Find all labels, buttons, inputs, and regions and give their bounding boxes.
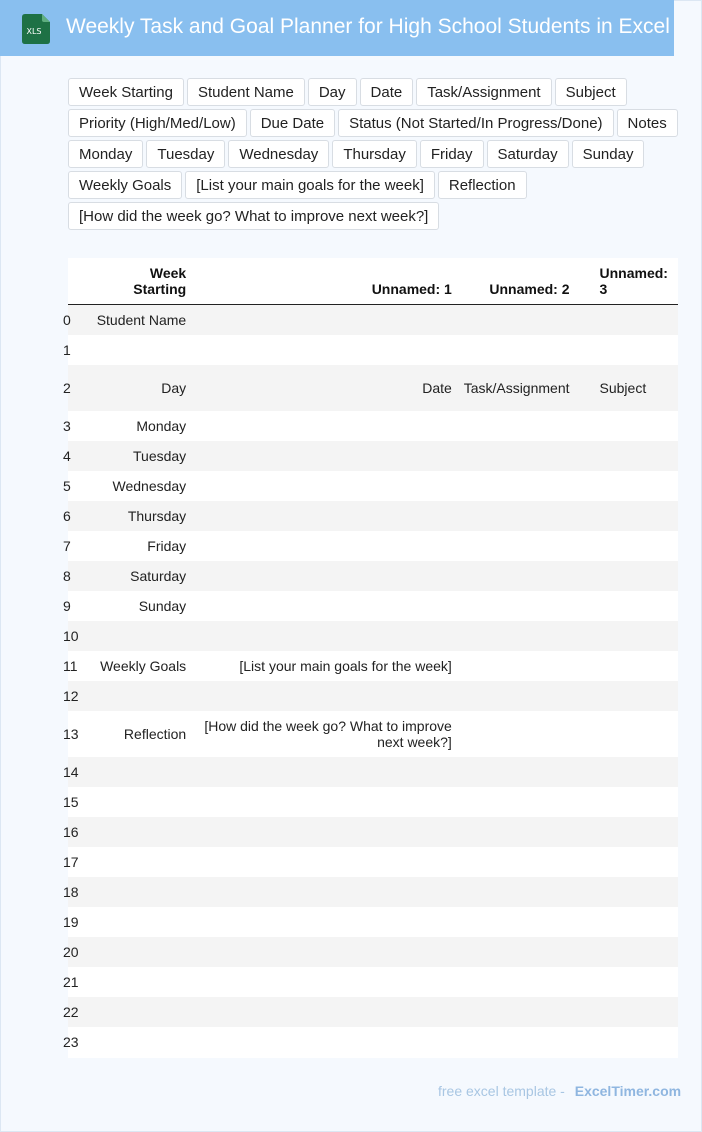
table-row (68, 441, 678, 471)
row-index-label: 12 (63, 687, 79, 704)
column-chip: Monday (68, 140, 143, 168)
row-index-label: 8 (63, 567, 71, 584)
row-index (63, 531, 79, 561)
cell: Task/Assignment (462, 365, 580, 411)
cell (462, 681, 580, 711)
cell (462, 305, 580, 335)
cell (580, 305, 678, 335)
table-row (68, 335, 678, 365)
cell (462, 757, 580, 787)
row-index-label: 14 (63, 763, 79, 780)
table-row (68, 471, 678, 501)
cell: Saturday (79, 561, 197, 591)
cell (462, 967, 580, 997)
footer-template-text: free excel template - (438, 1083, 565, 1099)
cell (580, 561, 678, 591)
table-row (68, 907, 678, 937)
column-chip: [List your main goals for the week] (185, 171, 435, 199)
row-index-label: 9 (63, 597, 71, 614)
column-chip: Friday (420, 140, 484, 168)
row-index (63, 591, 79, 621)
cell (580, 757, 678, 787)
cell: Sunday (79, 591, 197, 621)
table-row (68, 937, 678, 967)
table-header-row (68, 258, 678, 305)
cell (196, 471, 462, 501)
cell (580, 847, 678, 877)
cell (462, 1027, 580, 1057)
column-chip: Weekly Goals (68, 171, 182, 199)
row-index-label: 0 (63, 311, 71, 328)
cell (580, 967, 678, 997)
cell (79, 997, 197, 1027)
row-index-label: 1 (63, 341, 71, 358)
table-row (68, 501, 678, 531)
cell (462, 907, 580, 937)
cell (580, 591, 678, 621)
table-row (68, 877, 678, 907)
cell (580, 907, 678, 937)
cell (79, 757, 197, 787)
cell: Friday (79, 531, 197, 561)
row-index-label: 19 (63, 913, 79, 930)
cell (580, 817, 678, 847)
spreadsheet-preview (63, 258, 678, 1058)
cell (196, 787, 462, 817)
cell (79, 787, 197, 817)
cell (462, 877, 580, 907)
cell: Monday (79, 411, 197, 441)
row-index-label: 18 (63, 883, 79, 900)
column-chip: Notes (617, 109, 678, 137)
cell: Reflection (79, 711, 197, 757)
row-index (63, 335, 79, 365)
cell (580, 651, 678, 681)
cell (462, 501, 580, 531)
row-index (63, 471, 79, 501)
row-index-label: 23 (63, 1033, 79, 1050)
row-index-label: 5 (63, 477, 71, 494)
cell (196, 997, 462, 1027)
row-index-label: 21 (63, 973, 79, 990)
cell (196, 817, 462, 847)
cell (462, 997, 580, 1027)
cell (580, 681, 678, 711)
cell (196, 847, 462, 877)
row-index-label: 17 (63, 853, 79, 870)
row-index (63, 967, 79, 997)
cell (196, 907, 462, 937)
cell (462, 847, 580, 877)
table-row (68, 621, 678, 651)
column-chip: Status (Not Started/In Progress/Done) (338, 109, 613, 137)
cell (462, 471, 580, 501)
row-index (63, 757, 79, 787)
cell: Wednesday (79, 471, 197, 501)
row-index-label: 16 (63, 823, 79, 840)
cell (79, 967, 197, 997)
table-row (68, 531, 678, 561)
cell: Student Name (79, 305, 197, 335)
cell (196, 411, 462, 441)
cell (462, 441, 580, 471)
row-index (63, 681, 79, 711)
cell (580, 711, 678, 757)
cell (462, 411, 580, 441)
column-chip: Due Date (250, 109, 335, 137)
cell (580, 621, 678, 651)
column-chip: Task/Assignment (416, 78, 551, 106)
table-row (68, 787, 678, 817)
index-header (68, 258, 79, 305)
cell (196, 531, 462, 561)
cell (462, 651, 580, 681)
table-row (68, 365, 678, 411)
cell: Date (196, 365, 462, 411)
cell (196, 1027, 462, 1057)
column-chip: Thursday (332, 140, 417, 168)
row-index (63, 847, 79, 877)
cell (580, 411, 678, 441)
cell (462, 711, 580, 757)
column-header: Unnamed: 3 (580, 258, 678, 305)
cell (79, 907, 197, 937)
table-row (68, 411, 678, 441)
row-index (63, 441, 79, 471)
column-chip: Reflection (438, 171, 527, 199)
cell (462, 787, 580, 817)
row-index (63, 997, 79, 1027)
row-index (63, 501, 79, 531)
column-header: Unnamed: 1 (196, 258, 462, 305)
cell (196, 501, 462, 531)
column-chip: Date (360, 78, 414, 106)
cell (580, 937, 678, 967)
row-index (63, 787, 79, 817)
row-index (63, 411, 79, 441)
table-row (68, 997, 678, 1027)
cell (462, 937, 580, 967)
table-row (68, 757, 678, 787)
row-index-label: 2 (63, 379, 71, 396)
cell: Day (79, 365, 197, 411)
cell: Thursday (79, 501, 197, 531)
cell (580, 441, 678, 471)
cell (196, 591, 462, 621)
cell (580, 877, 678, 907)
row-index (63, 711, 79, 757)
column-header: Unnamed: 2 (462, 258, 580, 305)
column-chip: Sunday (572, 140, 645, 168)
cell (462, 561, 580, 591)
cell (79, 847, 197, 877)
column-chip: Week Starting (68, 78, 184, 106)
row-index (63, 561, 79, 591)
cell (79, 817, 197, 847)
column-chip: Wednesday (228, 140, 329, 168)
row-index-label: 3 (63, 417, 71, 434)
cell (580, 335, 678, 365)
column-chip: Student Name (187, 78, 305, 106)
cell (79, 937, 197, 967)
cell (79, 621, 197, 651)
cell: [How did the week go? What to improve next week?] (196, 711, 462, 757)
footer-credit (438, 1083, 681, 1099)
cell (196, 561, 462, 591)
cell (580, 471, 678, 501)
footer-brand-link[interactable]: ExcelTimer.com (574, 1083, 682, 1099)
table-row (68, 651, 678, 681)
cell: Tuesday (79, 441, 197, 471)
cell (196, 305, 462, 335)
table-row (68, 591, 678, 621)
cell: Subject (580, 365, 678, 411)
column-chip: Saturday (487, 140, 569, 168)
row-index (63, 621, 79, 651)
table-row (68, 847, 678, 877)
cell: [List your main goals for the week] (196, 651, 462, 681)
column-chip: Priority (High/Med/Low) (68, 109, 247, 137)
table-row (68, 681, 678, 711)
row-index-label: 11 (63, 657, 78, 674)
cell (462, 335, 580, 365)
row-index-label: 7 (63, 537, 71, 554)
row-index (63, 877, 79, 907)
row-index (63, 651, 79, 681)
cell: Weekly Goals (79, 651, 197, 681)
table-row (68, 1027, 678, 1057)
title-bar (0, 0, 674, 56)
row-index-label: 4 (63, 447, 71, 464)
row-index (63, 365, 79, 411)
row-index (63, 817, 79, 847)
cell (196, 757, 462, 787)
svg-text:XLS: XLS (26, 27, 42, 36)
cell (462, 817, 580, 847)
table-row (68, 817, 678, 847)
cell (580, 501, 678, 531)
row-index-label: 20 (63, 943, 79, 960)
cell (462, 591, 580, 621)
row-index (63, 1027, 79, 1057)
page-title: Weekly Task and Goal Planner for High School Students in Excel (66, 15, 670, 38)
cell (196, 877, 462, 907)
table-row (68, 967, 678, 997)
cell (79, 335, 197, 365)
cell (462, 531, 580, 561)
column-chip: Tuesday (146, 140, 225, 168)
cell (196, 967, 462, 997)
cell (79, 877, 197, 907)
row-index-label: 13 (63, 725, 79, 742)
row-index (63, 305, 79, 335)
cell (580, 531, 678, 561)
data-table (63, 258, 678, 1057)
column-header: Week Starting (79, 258, 197, 305)
row-index (63, 907, 79, 937)
table-row (68, 305, 678, 335)
cell (580, 787, 678, 817)
cell (580, 997, 678, 1027)
row-index-label: 10 (63, 627, 79, 644)
table-row (68, 711, 678, 757)
column-chip: Subject (555, 78, 627, 106)
column-chip: [How did the week go? What to improve next week?] (68, 202, 439, 230)
cell (462, 621, 580, 651)
column-chip: Day (308, 78, 357, 106)
table-row (68, 561, 678, 591)
cell (196, 335, 462, 365)
cell (196, 441, 462, 471)
excel-file-icon (22, 14, 50, 44)
cell (79, 681, 197, 711)
row-index-label: 15 (63, 793, 79, 810)
row-index (63, 937, 79, 967)
column-chip-list (68, 78, 688, 230)
cell (79, 1027, 197, 1057)
row-index-label: 22 (63, 1003, 79, 1020)
cell (196, 681, 462, 711)
cell (580, 1027, 678, 1057)
row-index-label: 6 (63, 507, 71, 524)
cell (196, 621, 462, 651)
cell (196, 937, 462, 967)
